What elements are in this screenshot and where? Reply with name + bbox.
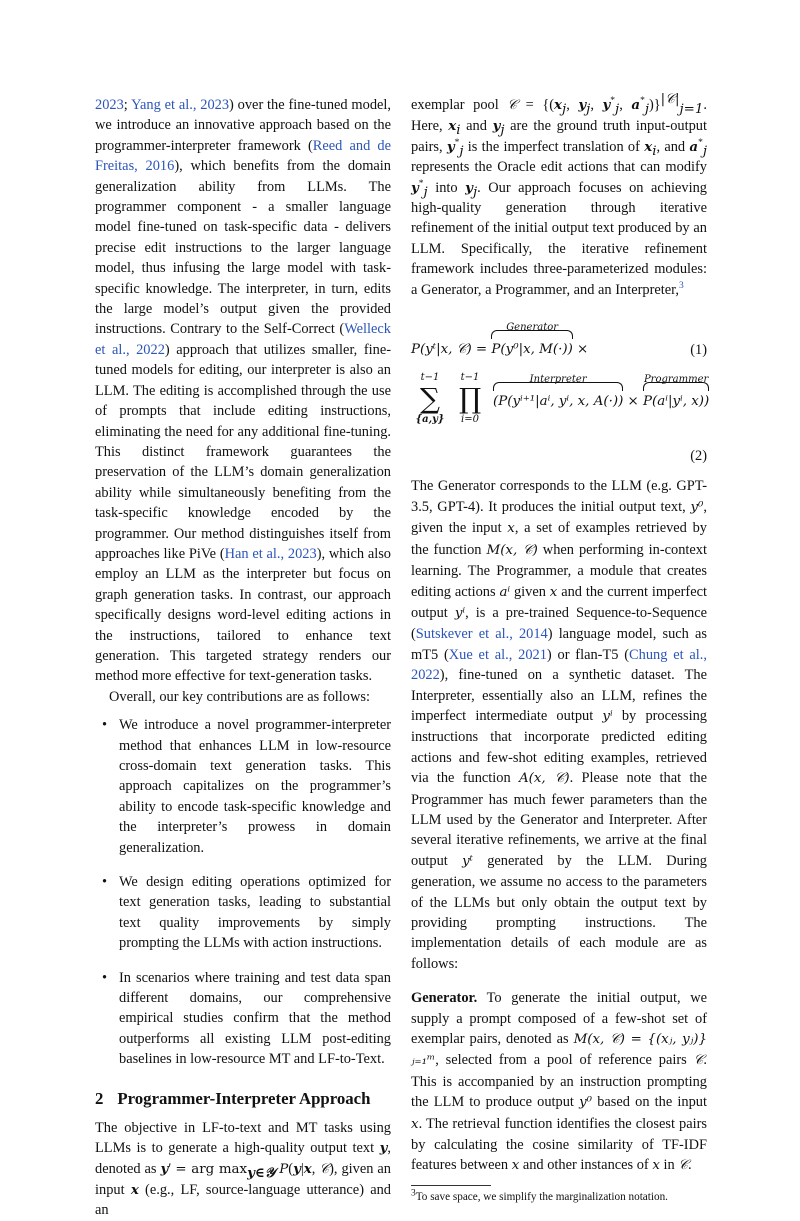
list-item: • We introduce a novel programmer-interpreter method that enhances LLM in low-resource cross-domain text generation tasks. This approach capitalizes on the programmer’s ability to encode task-specific knowledge and the interpreter’s prowess in domain generalization. bbox=[102, 717, 391, 856]
text-run: when performing in-context learning. The Programmer, a module that creates editing actions bbox=[411, 541, 707, 600]
generator-label: Generator bbox=[506, 322, 559, 334]
text-run: ) language model, such as mT5 ( bbox=[411, 626, 708, 663]
math-inline: x bbox=[652, 1158, 660, 1174]
citation-link[interactable]: Welleck et al., 2022 bbox=[95, 321, 391, 358]
section-heading: 2 Programmer-Interpreter Approach bbox=[95, 1088, 371, 1108]
equation-number: (1) bbox=[690, 342, 707, 359]
citation-link[interactable]: Reed and de Freitas, 2016 bbox=[95, 137, 392, 175]
text-run: by processing instructions that incorporate predicted editing actions and few-shot editing examples, retrieved via the function bbox=[411, 707, 707, 787]
text-run: ), which also employ an LLM as the interpreter but focus on graph generation tasks. In contrast, our approach specifically designs word-level editing actions in the instructions, tailored to enhance text generation. This targeted strategy renders our method more effective for text-generation tasks. bbox=[95, 545, 392, 685]
text-run: given bbox=[510, 583, 550, 600]
text-run: based on the input bbox=[592, 1094, 707, 1111]
text-run: The Generator corresponds to the LLM (e.g. GPT-3.5, GPT-4). It produces the initial output text, bbox=[411, 478, 707, 515]
text-run: generated by the LLM. During generation, we assume no access to the parameters of the LLMs but only obtain the output text by providing prompting instructions. The implementation details of each module are as follows: bbox=[411, 852, 707, 972]
math-inline: M(x, 𝒞) = {(xⱼ, yⱼ)}ⱼ₌₁ᵐ bbox=[411, 1032, 707, 1069]
math-inline: A(x, 𝒞) bbox=[518, 771, 570, 787]
generator-heading: Generator. bbox=[411, 990, 478, 1007]
citation-link[interactable]: Sutskever et al., 2014 bbox=[415, 626, 548, 643]
text-run: ; bbox=[123, 97, 132, 113]
citation-link[interactable]: Han et al., 2023 bbox=[224, 545, 317, 562]
math-inline: 𝒞 bbox=[678, 1158, 689, 1174]
text-run: . bbox=[688, 1157, 692, 1174]
text-run: , a set of examples retrieved by the function bbox=[411, 520, 707, 558]
citation-link[interactable]: Chung et al., 2022 bbox=[411, 646, 707, 684]
math-inline: M(x, 𝒞) bbox=[486, 542, 538, 558]
exemplar-paragraph: exemplar pool 𝒞 = {($x_j$, $y_j$, $y^*_j$, $a^*_j)\}^{|𝒞|}_{j=1}$. Here, $x_i$ and $y_j$ are the ground truth input-output pairs, $y^*_j$ is the imperfect translation of $x_i$, and $a^*_j$ represents the Oracle edit actions that can modify $y^*_j$ into $y_j$. Our approach focuses on achieving high-quality generation through iterative refinement of the initial output text produced by an LLM. Specifically, the iterative refinement framework includes three-parameterized modules: a Generator, a Programmer, and an Interpreter,$^3$ bbox=[411, 92, 707, 298]
interpreter-label: Interpreter bbox=[529, 374, 587, 386]
math-inline: x bbox=[507, 521, 515, 537]
list-item: • In scenarios where training and test data span different domains, our comprehensive empirical studies confirm that the method outperforms all existing LLM post-editing baselines in low-resource MT and LF-to-Text. bbox=[102, 969, 391, 1068]
text-run: . The retrieval function identifies the closest pairs by calculating the cosine similarity of TF-IDF features between bbox=[411, 1115, 707, 1174]
math-inline: yᵗ bbox=[462, 853, 473, 869]
footnote: $^3$To save space, we simplify the marginalization notation. bbox=[411, 1188, 668, 1203]
objective-paragraph: The objective in LF-to-text and MT tasks using LLMs is to generate a high-quality output text y, denoted as y′ = arg $\max_{y\in 𝒴} P(y|x$, 𝒞), given an input x (e.g., LF, source-language utterance) and an bbox=[95, 1119, 391, 1219]
text-run: . Please note that the Programmer has much fewer parameters than the LLM used by the Generator and Interpreter. After several iterative refinements, we arrive at the final output bbox=[411, 770, 707, 869]
math-inline: yⁱ bbox=[602, 708, 613, 724]
equation-1: P(yᵗ|x, 𝒞) = Generator P(y⁰|x, M(·)) × (1) bbox=[411, 326, 707, 362]
footnote-marker[interactable]: 3 bbox=[678, 280, 684, 291]
text-run: and other instances of bbox=[519, 1157, 653, 1174]
citation-link[interactable]: 2023 bbox=[95, 97, 124, 113]
math-inline: y⁰ bbox=[579, 1095, 593, 1111]
intro-paragraph bbox=[95, 95, 391, 687]
math-inline: x bbox=[549, 584, 558, 600]
text-run: , given the input bbox=[411, 498, 707, 537]
programmer-label: Programmer bbox=[643, 374, 709, 386]
equation-2: t−1 ∑ {a,y} t−1 ∏ i=0 Interpreter (P(yⁱ⁺¹|aⁱ, yⁱ, x, A(·)) × Programmer P(aⁱ|yⁱ, x)) bbox=[415, 372, 710, 426]
text-run: and the current imperfect output bbox=[411, 583, 707, 621]
text-run: ) over the fine-tuned model, we introduce an innovative approach based on the programmer-interpreter framework ( bbox=[95, 97, 391, 154]
modules-paragraph bbox=[411, 476, 707, 974]
generator-paragraph bbox=[411, 988, 707, 1177]
list-item: • We design editing operations optimized for text generation tasks, leading to substantial text quality improvements by simply prompting the LLMs with action instructions. bbox=[102, 874, 391, 952]
math-inline: x bbox=[511, 1158, 520, 1174]
text-run: . This is accompanied by an instruction prompting the LLM to produce output bbox=[411, 1052, 707, 1111]
text-run: , is a pre-trained Sequence-to-Sequence ( bbox=[411, 604, 707, 643]
contributions-intro: Overall, our key contributions are as follows: bbox=[109, 688, 370, 705]
footnote-divider bbox=[411, 1185, 491, 1186]
equation-number: (2) bbox=[690, 448, 707, 465]
citation-link[interactable]: Yang et al., 2023 bbox=[131, 97, 230, 113]
citation-link[interactable]: Xue et al., 2021 bbox=[448, 646, 547, 663]
text-run: , selected from a pool of reference pairs bbox=[435, 1052, 694, 1069]
text-run: ), which benefits from the domain generalization ability from LLMs. The programmer component - a smaller language model fine-tuned on task-specific data - delivers precise edit instructions to the larger language model, thus infusing the large model with task-specific knowledge. The interpreter, in turn, edits the large model’s output given the provided instructions. Contrary to the Self-Correct ( bbox=[95, 158, 391, 338]
contributions-list bbox=[95, 715, 391, 1070]
text-run: ) approach that utilizes smaller, fine-tuned models for editing, our interpreter is also an LLM. The editing is accomplished through the use of prompts that include editing instructions, eliminating the need for any additional fine-tuning. This distinct framework guarantees the preservation of the LLM’s domain generalization ability while simultaneously benefiting from the task-specific knowledge encoded by the programmer. Our method distinguishes itself from approaches like PiVe ( bbox=[95, 341, 391, 562]
math-inline: 𝒞 bbox=[693, 1053, 704, 1069]
text-run: ) or flan-T5 ( bbox=[546, 646, 630, 663]
left-column bbox=[95, 95, 391, 1221]
text-run: in bbox=[659, 1157, 679, 1174]
math-inline: x bbox=[411, 1116, 419, 1132]
math-inline: yⁱ bbox=[454, 605, 466, 621]
math-inline: aⁱ bbox=[499, 584, 511, 600]
math-inline: y⁰ bbox=[690, 499, 704, 515]
right-column bbox=[411, 92, 710, 1204]
text-run: To generate the initial output, we supply a prompt composed of a few-shot set of exemplar pairs, denoted as bbox=[411, 990, 707, 1048]
text-run: ), fine-tuned on a synthetic dataset. The Interpreter, essentially also an LLM, refines the imperfect intermediate output bbox=[411, 667, 707, 724]
